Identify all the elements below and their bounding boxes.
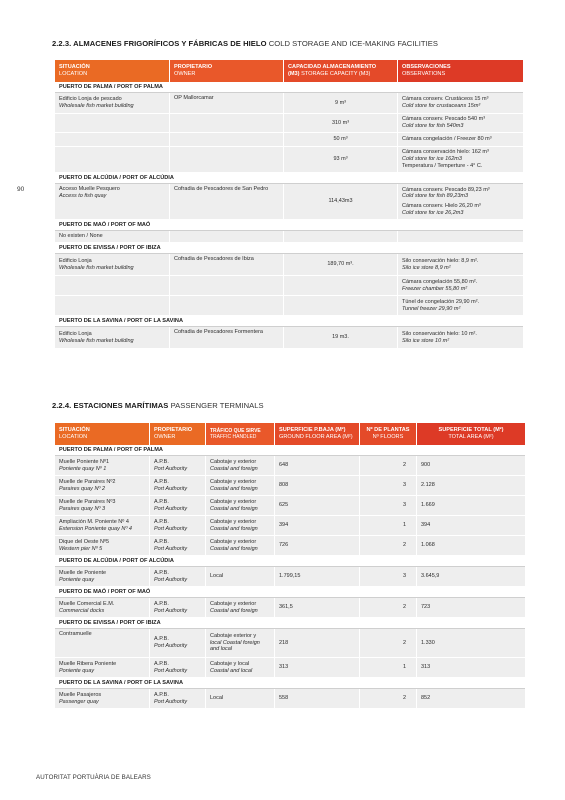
table-row bbox=[55, 536, 525, 556]
header-ground-area: SUPERFICIE P.BAJA (M²) GROUND FLOOR AREA (M²) bbox=[275, 423, 359, 445]
table-row bbox=[55, 496, 525, 516]
cell-capacity: 50 m³ bbox=[284, 133, 397, 147]
port-heading: PUERTO DE LA SAVINA / PORT OF LA SAVINA bbox=[55, 316, 523, 327]
cell-observations: Túnel de congelación 29,90 m². Tunnel freezer 29,90 m² bbox=[398, 296, 523, 316]
cell-owner: A.P.B. Port Authority bbox=[150, 496, 205, 516]
cell-owner bbox=[170, 133, 283, 147]
cell-traffic: Cabotaje y exterior Coastal and foreign bbox=[206, 516, 274, 536]
header-owner: PROPIETARIO OWNER bbox=[150, 423, 205, 445]
table-row bbox=[55, 689, 525, 709]
cell-location: Edificio Lonja Wholesale fish market building bbox=[55, 254, 169, 276]
section-title-en: PASSENGER TERMINALS bbox=[170, 401, 264, 410]
cell-location: Muelle de Paraires Nº2 Paraires quay Nº 2 bbox=[55, 476, 149, 496]
cell-owner: A.P.B. Port Authority bbox=[150, 567, 205, 587]
table-row bbox=[55, 456, 525, 476]
cell-location bbox=[55, 133, 169, 147]
cell-floors: 3 bbox=[360, 567, 416, 587]
cell-location: Muelle Ribera Poniente Poniente quay bbox=[55, 658, 149, 678]
table-row bbox=[55, 598, 525, 618]
cell-location: Contramuelle bbox=[55, 629, 149, 658]
cell-total-area: 2.128 bbox=[417, 476, 525, 496]
header-location: SITUACIÓN LOCATION bbox=[55, 60, 169, 82]
cold-storage-table bbox=[54, 60, 524, 349]
cell-location: Edificio Lonja Wholesale fish market building bbox=[55, 327, 169, 349]
header-traffic: TRÁFICO QUE SIRVE TRAFFIC HANDLED bbox=[206, 423, 274, 445]
cell-location bbox=[55, 147, 169, 173]
cell-floors: 1 bbox=[360, 658, 416, 678]
header-floors: Nº DE PLANTAS Nº FLOORS bbox=[360, 423, 416, 445]
cell-capacity: 9 m³ bbox=[284, 93, 397, 114]
table-row bbox=[55, 658, 525, 678]
cell-traffic: Cabotaje y local Coastal and local bbox=[206, 658, 274, 678]
port-heading: PUERTO DE MAÓ / PORT OF MAÓ bbox=[55, 587, 525, 598]
cell-owner: A.P.B. Port Authority bbox=[150, 629, 205, 658]
cell-traffic: Local bbox=[206, 567, 274, 587]
cell-total-area: 852 bbox=[417, 689, 525, 709]
cell-floors: 3 bbox=[360, 476, 416, 496]
cell-total-area: 1.669 bbox=[417, 496, 525, 516]
cell-owner: OP Mallorcamar bbox=[170, 93, 283, 114]
cell-location: Acceso Muelle Pesquero Access to fish quay bbox=[55, 184, 169, 220]
port-heading: PUERTO DE ALCÚDIA / PORT OF ALCÚDIA bbox=[55, 173, 523, 184]
cell-capacity: 189,70 m³. bbox=[284, 254, 397, 276]
cell-capacity bbox=[284, 296, 397, 316]
cell-location: Muelle Comercial E.M. Commercial docks bbox=[55, 598, 149, 618]
cell-observations: Cámara conserv. Pescado 89,23 m³ Cold store for fish 89,23m3 Cámara conserv. Hielo 26,20 m³ Cold store for ice 26,2m3 bbox=[398, 184, 523, 220]
cell-location: Muelle de Poniente Poniente quay bbox=[55, 567, 149, 587]
cell-traffic: Cabotaje y exterior Coastal and foreign bbox=[206, 598, 274, 618]
cell-capacity: 114,43m3 bbox=[284, 184, 397, 220]
header-total-area: SUPERFICIE TOTAL (M²) TOTAL AREA (M²) bbox=[417, 423, 525, 445]
header-capacity: CAPACIDAD ALMACENAMIENTO (M3) STORAGE CAPACITY (M3) bbox=[284, 60, 397, 82]
cell-traffic: Cabotaje y exterior Coastal and foreign bbox=[206, 536, 274, 556]
cell-owner bbox=[170, 147, 283, 173]
header-location: SITUACIÓN LOCATION bbox=[55, 423, 149, 445]
port-heading: PUERTO DE PALMA / PORT OF PALMA bbox=[55, 445, 525, 456]
cell-ground-area: 313 bbox=[275, 658, 359, 678]
cell-location bbox=[55, 114, 169, 133]
cell-observations bbox=[398, 231, 523, 243]
section-title-en: COLD STORAGE AND ICE-MAKING FACILITIES bbox=[268, 39, 438, 48]
cell-floors: 1 bbox=[360, 516, 416, 536]
cell-capacity: 19 m3. bbox=[284, 327, 397, 349]
cell-floors: 2 bbox=[360, 536, 416, 556]
table-row bbox=[55, 567, 525, 587]
header-owner: PROPIETARIO OWNER bbox=[170, 60, 283, 82]
cell-location bbox=[55, 276, 169, 296]
cell-total-area: 1.068 bbox=[417, 536, 525, 556]
table-row bbox=[55, 629, 525, 658]
cell-observations: Cámara congelación 55,80 m². Freezer chamber 55,80 m² bbox=[398, 276, 523, 296]
cell-location: Muelle Poniente Nº1 Poniente quay Nº 1 bbox=[55, 456, 149, 476]
cell-owner bbox=[170, 276, 283, 296]
cell-owner: A.P.B. Port Authority bbox=[150, 476, 205, 496]
cell-ground-area: 808 bbox=[275, 476, 359, 496]
cell-ground-area: 558 bbox=[275, 689, 359, 709]
cell-owner: A.P.B. Port Authority bbox=[150, 456, 205, 476]
cell-owner: A.P.B. Port Authority bbox=[150, 516, 205, 536]
cell-traffic: Cabotaje y exterior Coastal and foreign bbox=[206, 476, 274, 496]
page-number: 90 bbox=[17, 186, 25, 193]
cell-ground-area: 394 bbox=[275, 516, 359, 536]
cell-location: Ampliación M. Poniente Nº 4 Extension Poniente quay Nº 4 bbox=[55, 516, 149, 536]
cell-ground-area: 1.799,15 bbox=[275, 567, 359, 587]
cell-observations: Silo conservación hielo: 10 m². Silo ice store 10 m² bbox=[398, 327, 523, 349]
cell-owner bbox=[170, 114, 283, 133]
port-heading: PUERTO DE EIVISSA / PORT OF IBIZA bbox=[55, 618, 525, 629]
table-row bbox=[55, 516, 525, 536]
cell-observations: Cámara conserv. Crustáceos 15 m³ Cold store for crustaceans 15m³ bbox=[398, 93, 523, 114]
cell-traffic: Local bbox=[206, 689, 274, 709]
cell-floors: 2 bbox=[360, 598, 416, 618]
cell-ground-area: 726 bbox=[275, 536, 359, 556]
header-observations: OBSERVACIONES OBSERVATIONS bbox=[398, 60, 523, 82]
footer-publisher: AUTORITAT PORTUÀRIA DE BALEARS bbox=[36, 774, 151, 781]
section-title-bold: 2.2.3. ALMACENES FRIGORÍFICOS Y FÁBRICAS DE HIELO bbox=[52, 39, 267, 48]
section-title-cold-storage bbox=[52, 39, 438, 48]
cell-ground-area: 361,5 bbox=[275, 598, 359, 618]
port-heading: PUERTO DE PALMA / PORT OF PALMA bbox=[55, 82, 523, 93]
cell-floors: 2 bbox=[360, 629, 416, 658]
cell-ground-area: 648 bbox=[275, 456, 359, 476]
cell-location: Muelle de Paraires Nº3 Paraires quay Nº 3 bbox=[55, 496, 149, 516]
cell-floors: 2 bbox=[360, 689, 416, 709]
cell-owner: A.P.B. Port Authority bbox=[150, 536, 205, 556]
passenger-terminals-table bbox=[54, 423, 526, 709]
cell-capacity bbox=[284, 276, 397, 296]
cell-traffic: Cabotaje y exterior Coastal and foreign bbox=[206, 456, 274, 476]
cell-location: Muelle Pasajeros Passenger quay bbox=[55, 689, 149, 709]
cell-total-area: 3.645,9 bbox=[417, 567, 525, 587]
cell-ground-area: 218 bbox=[275, 629, 359, 658]
cell-observations: Cámara conservación hielo: 162 m³ Cold store for ice 162m3 Temperatura / Temperture - 4° C. bbox=[398, 147, 523, 173]
cell-observations: Cámara congelación / Freezer 80 m³ bbox=[398, 133, 523, 147]
cell-location: Edificio Lonja de pescado Wholesale fish market building bbox=[55, 93, 169, 114]
cell-traffic: Cabotaje y exterior Coastal and foreign bbox=[206, 496, 274, 516]
cell-owner: A.P.B. Port Authority bbox=[150, 689, 205, 709]
cell-owner bbox=[170, 231, 283, 243]
cell-location: Dique del Oeste Nº5 Western pier Nº 5 bbox=[55, 536, 149, 556]
cell-total-area: 313 bbox=[417, 658, 525, 678]
cell-capacity: 93 m³ bbox=[284, 147, 397, 173]
cell-owner bbox=[170, 296, 283, 316]
cell-total-area: 723 bbox=[417, 598, 525, 618]
cell-ground-area: 625 bbox=[275, 496, 359, 516]
port-heading: PUERTO DE EIVISSA / PORT OF IBIZA bbox=[55, 243, 523, 254]
cell-total-area: 900 bbox=[417, 456, 525, 476]
cell-total-area: 394 bbox=[417, 516, 525, 536]
section-title-bold: 2.2.4. ESTACIONES MARÍTIMAS bbox=[52, 401, 169, 410]
cell-total-area: 1.330 bbox=[417, 629, 525, 658]
section-title-passenger-terminals bbox=[52, 401, 264, 410]
cell-owner: Cofradia de Pescadores Formentera bbox=[170, 327, 283, 349]
port-heading: PUERTO DE ALCÚDIA / PORT OF ALCÚDIA bbox=[55, 556, 525, 567]
cell-floors: 3 bbox=[360, 496, 416, 516]
cell-capacity: 310 m³ bbox=[284, 114, 397, 133]
cell-owner: Cofradia de Pescadores de Ibiza bbox=[170, 254, 283, 276]
cell-observations: Silo conservación hielo: 8,9 m². Silo ice store 8,9 m² bbox=[398, 254, 523, 276]
cell-location: No existen / None bbox=[55, 231, 169, 243]
cell-location bbox=[55, 296, 169, 316]
cell-owner: A.P.B. Port Authority bbox=[150, 658, 205, 678]
cell-traffic: Cabotaje exterior y local Coastal foreign and local bbox=[206, 629, 274, 658]
cell-capacity bbox=[284, 231, 397, 243]
table-row bbox=[55, 476, 525, 496]
port-heading: PUERTO DE LA SAVINA / PORT OF LA SAVINA bbox=[55, 678, 525, 689]
port-heading: PUERTO DE MAÓ / PORT OF MAÓ bbox=[55, 220, 523, 231]
cell-floors: 2 bbox=[360, 456, 416, 476]
cell-observations: Cámara conserv. Pescado 540 m³ Cold store for fish 540m3 bbox=[398, 114, 523, 133]
cell-owner: A.P.B. Port Authority bbox=[150, 598, 205, 618]
cell-owner: Cofradia de Pescadores de San Pedro bbox=[170, 184, 283, 220]
